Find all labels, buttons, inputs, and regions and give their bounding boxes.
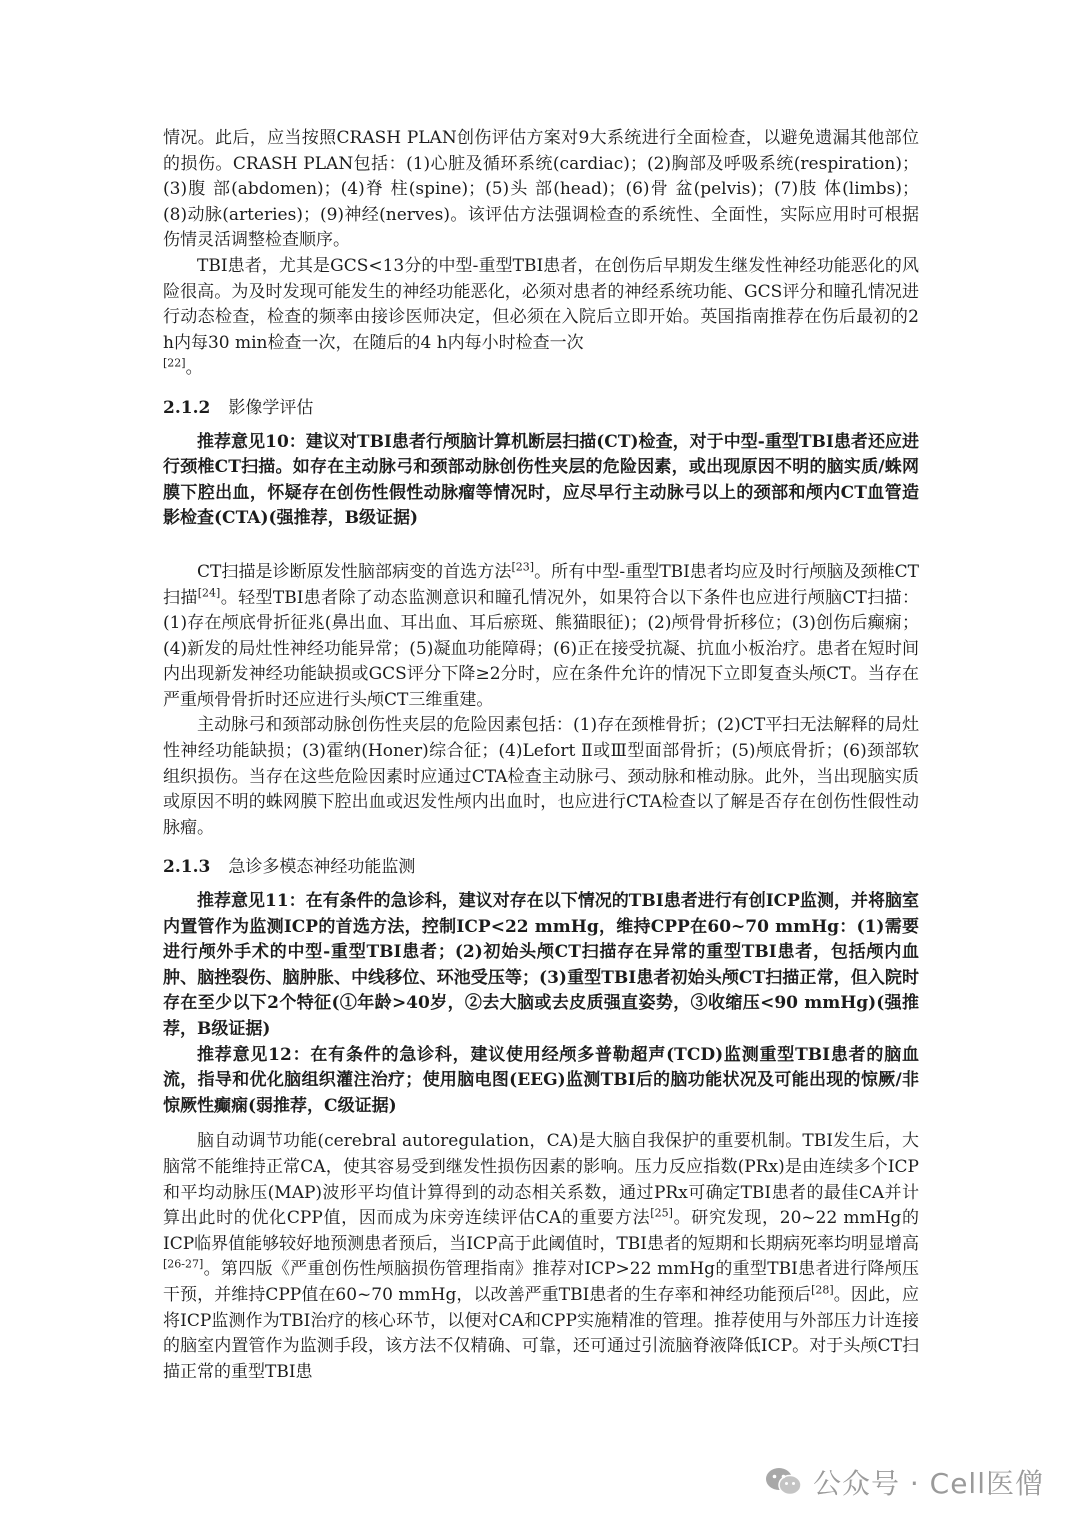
punctuation: 。 (185, 358, 203, 379)
paragraph-text: 。所有中型-重型TBI患者均应及时行颅脑及颈椎CT扫描 (163, 561, 919, 608)
recommendation-11: 推荐意见11：在有条件的急诊科，建议对存在以下情况的TBI患者进行有创ICP监测，并将脑室内置管作为监测ICP的首选方法，控制ICP<22 mmHg，维持CPP在60~70 mmHg：(1)需要进行颅外手术的中型-重型TBI患者；(2)初始头颅CT扫描存在异常的重型TBI患者，包括颅内血肿、脑挫裂伤、脑肿胀、中线移位、环池受压等；(3)重型TBI患者初始头颅CT扫描正常，但入院时存在至少以下2个特征(①年龄>40岁，②去大脑或去皮质强直姿势，③收缩压<90 mmHg)(强推荐，B级证据) (163, 891, 919, 1039)
citation: [26-27] (163, 1257, 204, 1271)
section-heading-2-1-3 (163, 855, 919, 881)
paragraph-text: 脑自动调节功能(cerebral autoregulation，CA)是大脑自我保护的重要机制。TBI发生后，大脑常不能维持正常CA，使其容易受到继发性损伤因素的影响。压力反应指数(PRx)是由连续多个ICP和平均动脉压(MAP)波形平均值计算得到的动态相关系数，通过PRx可确定TBI患者的最佳CA并计算出此时的优化CPP值，因而成为床旁连续评估CA的重要方法 (163, 1131, 919, 1229)
citation: [23] (511, 560, 535, 574)
watermark-text: 公众号 · Cell医僧 (812, 1467, 1044, 1500)
paragraph (163, 1129, 919, 1385)
paragraph-text: 。研究发现，20~22 mmHg的ICP临界值能够较好地预测患者预后，当ICP高于此阈值时，TBI患者的短期和长期病死率均明显增高 (163, 1208, 920, 1254)
wechat-icon (765, 1466, 803, 1498)
article-body (163, 126, 919, 1385)
paragraph-text: 。第四版《严重创伤性颅脑损伤管理指南》推荐对ICP>22 mmHg的重型TBI患者进行降颅压干预，并维持CPP值在60~70 mmHg，以改善严重TBI患者的生存率和神经功能预后 (163, 1259, 919, 1305)
citation: [25] (650, 1206, 673, 1220)
section-title: 影像学评估 (228, 397, 314, 418)
watermark (765, 1462, 1044, 1502)
citation: [28] (811, 1283, 834, 1297)
paragraph-text: 。轻型TBI患者除了动态监测意识和瞳孔情况外，如果符合以下条件也应进行颅脑CT扫描：(1)存在颅底骨折征兆(鼻出血、耳出血、耳后瘀斑、熊猫眼征)；(2)颅骨骨折移位；(3)创伤后癫痫；(4)新发的局灶性神经功能异常；(5)凝血功能障碍；(6)正在接受抗凝、抗血小板治疗。患者在短时间内出现新发神经功能缺损或GCS评分下降≥2分时，应在条件允许的情况下立即复查头颅CT。当存在严重颅骨骨折时还应进行头颅CT三维重建。 (163, 587, 919, 710)
paragraph: 情况。此后，应当按照CRASH PLAN创伤评估方案对9大系统进行全面检查，以避免遗漏其他部位的损伤。CRASH PLAN包括：(1)心脏及循环系统(cardiac)；(2)胸部及呼吸系统(respiration)；(3)腹 部(abdomen)；(4)脊 柱(spine)；(5)头 部(head)；(6)骨 盆(pelvis)；(7)肢 体(limbs)；(8)动脉(arteries)；(9)神经(nerves)。该评估方法强调检查的系统性、全面性，实际应用时可根据伤情灵活调整检查顺序。 (163, 128, 919, 251)
citation: [24] (197, 585, 221, 599)
recommendation-12: 推荐意见12：在有条件的急诊科，建议使用经颅多普勒超声(TCD)监测重型TBI患者的脑血流，指导和优化脑组织灌注治疗；使用脑电图(EEG)监测TBI后的脑功能状况及可能出现的惊厥/非惊厥性癫痫(弱推荐，C级证据) (163, 1044, 919, 1116)
paragraph-text: CT扫描是诊断原发性脑部病变的首选方法 (197, 561, 512, 582)
paragraph: 主动脉弓和颈部动脉创伤性夹层的危险因素包括：(1)存在颈椎骨折；(2)CT平扫无法解释的局灶性神经功能缺损；(3)霍纳(Honer)综合征；(4)Lefort Ⅱ或Ⅲ型面部骨折；(5)颅底骨折；(6)颈部软组织损伤。当存在这些危险因素时应通过CTA检查主动脉弓、颈动脉和椎动脉。此外，当出现脑实质或原因不明的蛛网膜下腔出血或迟发性颅内出血时，也应进行CTA检查以了解是否存在创伤性假性动脉瘤。 (163, 715, 919, 838)
citation: [22] (163, 356, 186, 370)
recommendation-10: 推荐意见10：建议对TBI患者行颅脑计算机断层扫描(CT)检查，对于中型-重型TBI患者还应进行颈椎CT扫描。如存在主动脉弓和颈部动脉创伤性夹层的危险因素，或出现原因不明的脑实质/蛛网膜下腔出血，怀疑存在创伤性假性动脉瘤等情况时，应尽早行主动脉弓以上的颈部和颅内CT血管造影检查(CTA)(强推荐，B级证据) (163, 431, 919, 529)
section-number: 2.1.3 (163, 857, 211, 878)
paragraph (163, 560, 919, 714)
paragraph (163, 254, 919, 382)
section-title: 急诊多模态神经功能监测 (228, 857, 416, 878)
paragraph-text: 。因此，应将ICP监测作为TBI治疗的核心环节，以便对CA和CPP实施精准的管理。推荐使用与外部压力计连接的脑室内置管作为监测手段，该方法不仅精确、可靠，还可通过引流脑脊液降低ICP。对于头颅CT扫描正常的重型TBI患 (163, 1284, 919, 1382)
section-number: 2.1.2 (163, 397, 211, 418)
paragraph-text: TBI患者，尤其是GCS<13分的中型-重型TBI患者，在创伤后早期发生继发性神经功能恶化的风险很高。为及时发现可能发生的神经功能恶化，必须对患者的神经系统功能、GCS评分和瞳孔情况进行动态检查，检查的频率由接诊医师决定，但必须在入院后立即开始。英国指南推荐在伤后最初的2 h内每30 min检查一次，在随后的4 h内每小时检查一次 (163, 255, 919, 353)
section-heading-2-1-2 (163, 396, 919, 422)
